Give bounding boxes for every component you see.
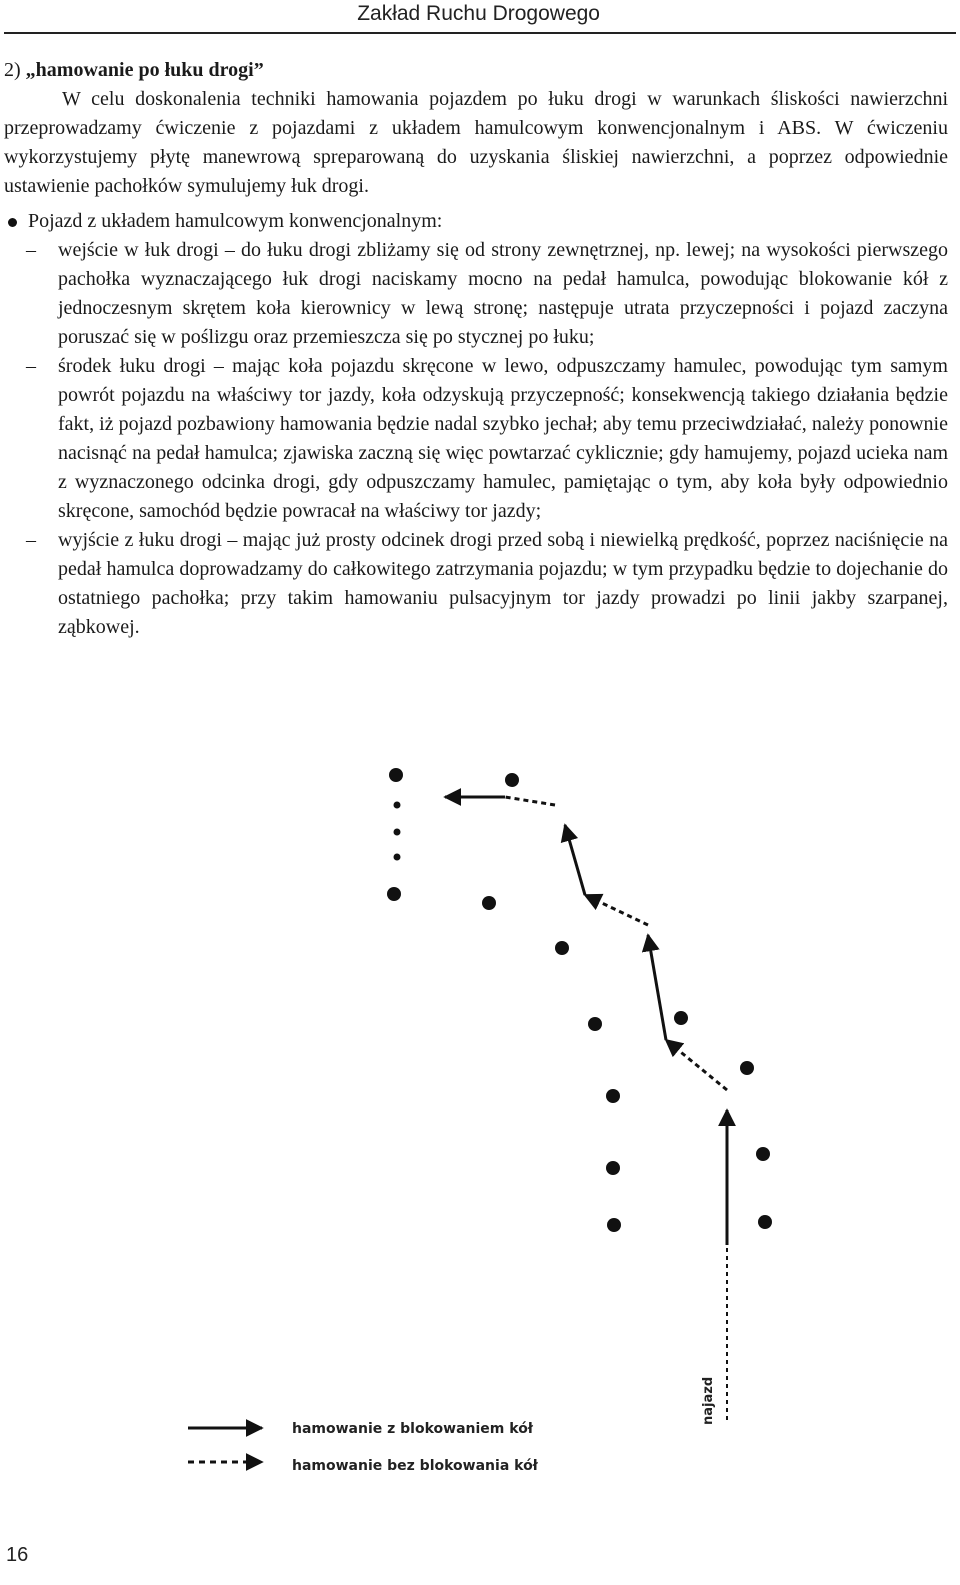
cone-marker	[740, 1061, 754, 1075]
cone-marker	[389, 768, 403, 782]
unlocked-braking-segment	[666, 1040, 727, 1090]
list-item	[4, 352, 948, 526]
approach-label: najazd	[701, 1376, 716, 1425]
locked-braking-segment	[565, 825, 585, 895]
cone-marker	[394, 829, 401, 836]
section-heading-line	[4, 56, 948, 85]
list-item	[4, 236, 948, 352]
cone-marker	[394, 854, 401, 861]
cone-marker	[555, 941, 569, 955]
list-item-text: wejście w łuk drogi – do łuku drogi zbliżamy się od strony zewnętrznej, np. lewej; na wysokości pierwszego pachołka wyznaczającego łuk drogi naciskamy mocno na pedał hamulca, powodując blokowanie kół z jednoczesnym skrętem koła kierownicy w lewą stronę; następuje utrata przyczepności i pojazd zaczyna poruszać się w poślizgu oraz przemieszcza się po stycznej po łuku;	[58, 239, 948, 348]
bullet-dot-icon	[8, 218, 17, 227]
document-body	[4, 56, 948, 642]
cone-marker	[505, 773, 519, 787]
dash-marker: –	[26, 355, 36, 377]
running-header: Zakład Ruchu Drogowego	[357, 2, 600, 25]
cone-marker	[606, 1161, 620, 1175]
dash-marker: –	[26, 529, 36, 551]
cone-marker	[674, 1011, 688, 1025]
locked-braking-segment	[648, 935, 666, 1040]
section-heading: „hamowanie po łuku drogi”	[25, 59, 264, 81]
legend-solid-label: hamowanie z blokowaniem kół	[292, 1421, 534, 1437]
cone-marker	[606, 1089, 620, 1103]
cone-marker	[387, 887, 401, 901]
unlocked-braking-segment	[505, 797, 555, 805]
section-number: 2)	[4, 59, 21, 81]
intro-paragraph: W celu doskonalenia techniki hamowania pojazdem po łuku drogi w warunkach śliskości nawierzchni przeprowadzamy ćwiczenie z pojazdami z układem hamulcowym konwencjonalnym i ABS. W ćwiczeniu wykorzystujemy płytę manewrową spreparowaną do uzyskania śliskiej nawierzchni, a poprzez odpowiednie ustawienie pachołków symulujemy łuk drogi.	[4, 88, 948, 197]
dash-marker: –	[26, 239, 36, 261]
header-rule	[4, 32, 956, 34]
page-number: 16	[6, 1544, 29, 1566]
legend-dashed-label: hamowanie bez blokowania kół	[292, 1458, 538, 1474]
braking-path	[445, 797, 727, 1420]
cone-marker	[482, 896, 496, 910]
list-item	[4, 526, 948, 642]
list-item-text: środek łuku drogi – mając koła pojazdu skręcone w lewo, odpuszczamy hamulec, powodując tym samym powrót pojazdu na właściwy tor jazdy, koła odzyskują przyczepność; konsekwencją takiego działania będzie fakt, iż pojazd pozbawiony hamowania będzie nadal szybko jechał; aby temu przeciwdziałać, należy ponownie nacisnąć na pedał hamulca; zjawiska zaczną się więc powtarzać cyklicznie; gdy hamujemy, pojazd ucieka nam z wyznaczonego odcinka drogi, gdy odpuszczamy hamulec, pamiętając o tym, aby koła były odpowiednio skręcone, samochód będzie powracał na właściwy tor jazdy;	[58, 355, 948, 522]
cone-marker	[758, 1215, 772, 1229]
cone-marker	[394, 802, 401, 809]
unlocked-braking-segment	[585, 895, 648, 925]
cone-marker	[756, 1147, 770, 1161]
cone-marker	[607, 1218, 621, 1232]
list-item-text: wyjście z łuku drogi – mając już prosty odcinek drogi przed sobą i niewielką prędkość, poprzez naciśnięcie na pedał hamulca doprowadzamy do całkowitego zatrzymania pojazdu; w tym przypadku będzie to dojechanie do ostatniego pachołka; przy takim hamowaniu pulsacyjnym tor jazdy prowadzi po linii jakby szarpanej, ząbkowej.	[58, 529, 948, 638]
legend	[188, 1421, 539, 1474]
braking-diagram	[0, 760, 960, 1540]
bullet-text: Pojazd z układem hamulcowym konwencjonalnym:	[28, 210, 443, 232]
cones	[387, 768, 772, 1232]
cone-marker	[588, 1017, 602, 1031]
bullet-item	[4, 207, 948, 236]
